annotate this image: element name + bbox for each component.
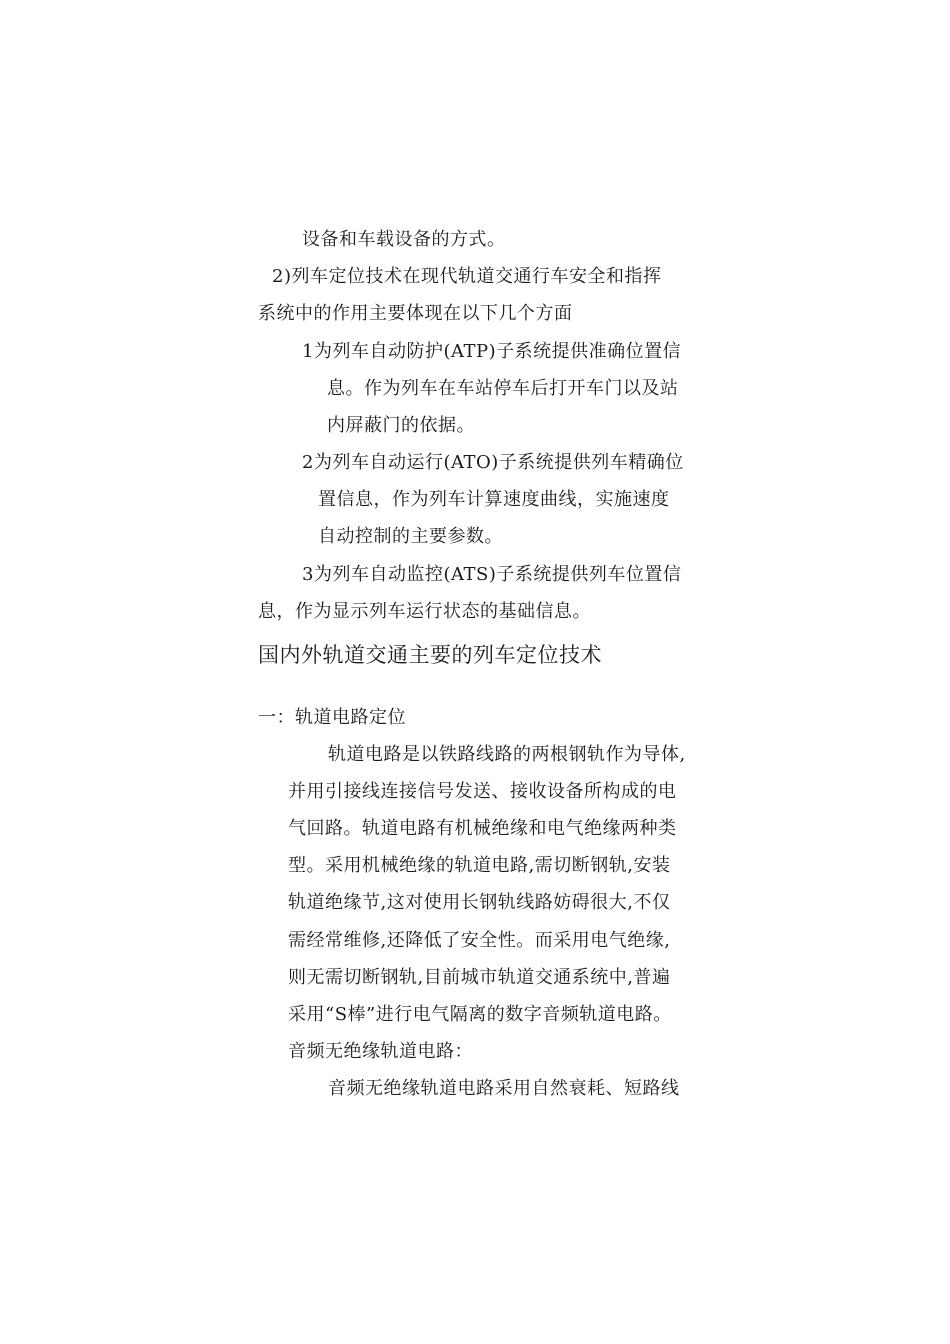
paragraph-line: 则无需切断钢轨,目前城市轨道交通系统中,普遍 xyxy=(288,967,671,988)
section-heading: 国内外轨道交通主要的列车定位技术 xyxy=(258,643,602,667)
list-item-text: 内屏蔽门的依据。 xyxy=(327,415,475,436)
paragraph-line: 音频无绝缘轨道电路： xyxy=(288,1041,473,1062)
paragraph-line: 并用引接线连接信号发送、接收设备所构成的电 xyxy=(288,781,677,802)
subsection-heading: 一：轨道电路定位 xyxy=(258,707,406,728)
paragraph-line: 型。采用机械绝缘的轨道电路,需切断钢轨,安装 xyxy=(288,855,671,876)
paragraph-line: 采用“S棒”进行电气隔离的数字音频轨道电路。 xyxy=(288,1004,672,1025)
text-line: 2)列车定位技术在现代轨道交通行车安全和指挥 xyxy=(272,266,662,287)
text-line: 系统中的作用主要体现在以下几个方面 xyxy=(258,303,573,324)
list-item-text: 2为列车自动运行(ATO)子系统提供列车精确位 xyxy=(302,452,684,473)
list-item-text: 自动控制的主要参数。 xyxy=(318,526,503,547)
paragraph-line: 音频无绝缘轨道电路采用自然衰耗、短路线 xyxy=(328,1078,680,1099)
paragraph-line: 轨道绝缘节,这对使用长钢轨线路妨碍很大,不仅 xyxy=(288,892,671,913)
list-item-text: 息，作为显示列车运行状态的基础信息。 xyxy=(258,601,591,622)
list-item-text: 息。作为列车在车站停车后打开车门以及站 xyxy=(327,378,679,399)
list-item-text: 置信息，作为列车计算速度曲线，实施速度 xyxy=(318,489,670,510)
paragraph-line: 需经常维修,还降低了安全性。而采用电气绝缘, xyxy=(288,930,671,951)
list-item-text: 1为列车自动防护(ATP)子系统提供准确位置信 xyxy=(302,341,682,362)
paragraph-line: 气回路。轨道电路有机械绝缘和电气绝缘两种类 xyxy=(288,818,677,839)
list-item-text: 3为列车自动监控(ATS)子系统提供列车位置信 xyxy=(302,564,682,585)
text-line: 设备和车载设备的方式。 xyxy=(302,229,506,250)
paragraph-line: 轨道电路是以铁路线路的两根钢轨作为导体, xyxy=(328,744,686,765)
